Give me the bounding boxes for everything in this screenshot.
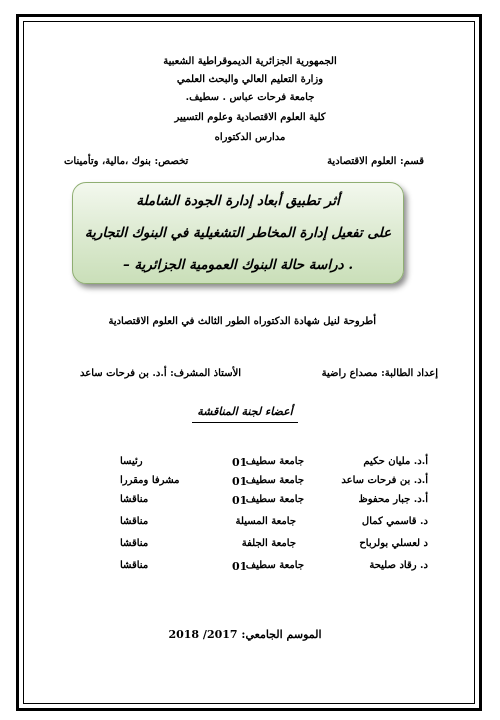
ministry-line: وزارة التعليم العالي والبحث العلمي	[176, 74, 324, 85]
committee-row	[0, 475, 500, 489]
member-university-number: 01	[232, 560, 248, 573]
member-university: جامعة الجلفة	[241, 538, 296, 549]
member-university: جامعة سطيف	[245, 456, 304, 467]
committee-row	[0, 560, 500, 574]
title-line-2: على تفعيل إدارة المخاطر التشغيلية في البنوك التجارية	[84, 225, 392, 241]
thesis-title-box	[72, 182, 404, 284]
committee-title-underline	[192, 422, 298, 423]
committee-row	[0, 516, 500, 530]
specialization-label: تخصص: بنوك ،مالية، وتأمينات	[64, 156, 189, 167]
member-name: د. رقاد صليحة	[369, 560, 428, 571]
member-role: مناقشا	[120, 516, 149, 527]
committee-title: أعضاء لجنة المناقشة	[197, 405, 293, 418]
republic-line: الجمهورية الجزائرية الديموقراطية الشعبية	[163, 56, 337, 67]
thesis-note: أطروحة لنيل شهادة الدكتوراه الطور الثالث في العلوم الاقتصادية	[108, 316, 376, 327]
committee-row	[0, 538, 500, 552]
title-line-3: . دراسة حالة البنوك العمومية الجزائرية –	[122, 257, 354, 273]
member-name: أ.د. جبار محفوظ	[358, 494, 428, 505]
university-line: جامعة فرحات عباس . سطيف.	[185, 92, 315, 103]
member-name: د لعسلي بولرباح	[359, 538, 428, 549]
member-name: أ.د. بن فرحات ساعد	[341, 475, 428, 486]
member-role: مناقشا	[120, 494, 149, 505]
member-role: مشرفا ومقررا	[120, 475, 180, 486]
department-label: قسم: العلوم الاقتصادية	[327, 156, 424, 167]
member-role: مناقشا	[120, 560, 149, 571]
committee-row	[0, 456, 500, 470]
committee-row	[0, 494, 500, 508]
member-role: مناقشا	[120, 538, 149, 549]
doctoral-schools-line: مدارس الدكتوراه	[214, 132, 286, 143]
member-name: أ.د. مليان حكيم	[363, 456, 428, 467]
member-university: جامعة سطيف	[245, 494, 304, 505]
member-university: جامعة المسيلة	[235, 516, 296, 527]
member-university-number: 01	[232, 494, 248, 507]
faculty-line: كلية العلوم الاقتصادية وعلوم التسيير	[174, 112, 326, 123]
member-university: جامعة سطيف	[245, 475, 304, 486]
title-line-1: أثر تطبيق أبعاد إدارة الجودة الشاملة	[136, 193, 340, 209]
member-university: جامعة سطيف	[245, 560, 304, 571]
member-name: د. قاسمي كمال	[361, 516, 428, 527]
member-role: رئيسا	[120, 456, 143, 467]
supervisor: الأستاذ المشرف: أ.د. بن فرحات ساعد	[80, 368, 242, 379]
member-university-number: 01	[232, 475, 248, 488]
academic-year: الموسم الجامعي: 2017/ 2018	[168, 628, 322, 641]
member-university-number: 01	[232, 456, 248, 469]
prepared-by: إعداد الطالبة: مصداع راضية	[321, 368, 438, 379]
